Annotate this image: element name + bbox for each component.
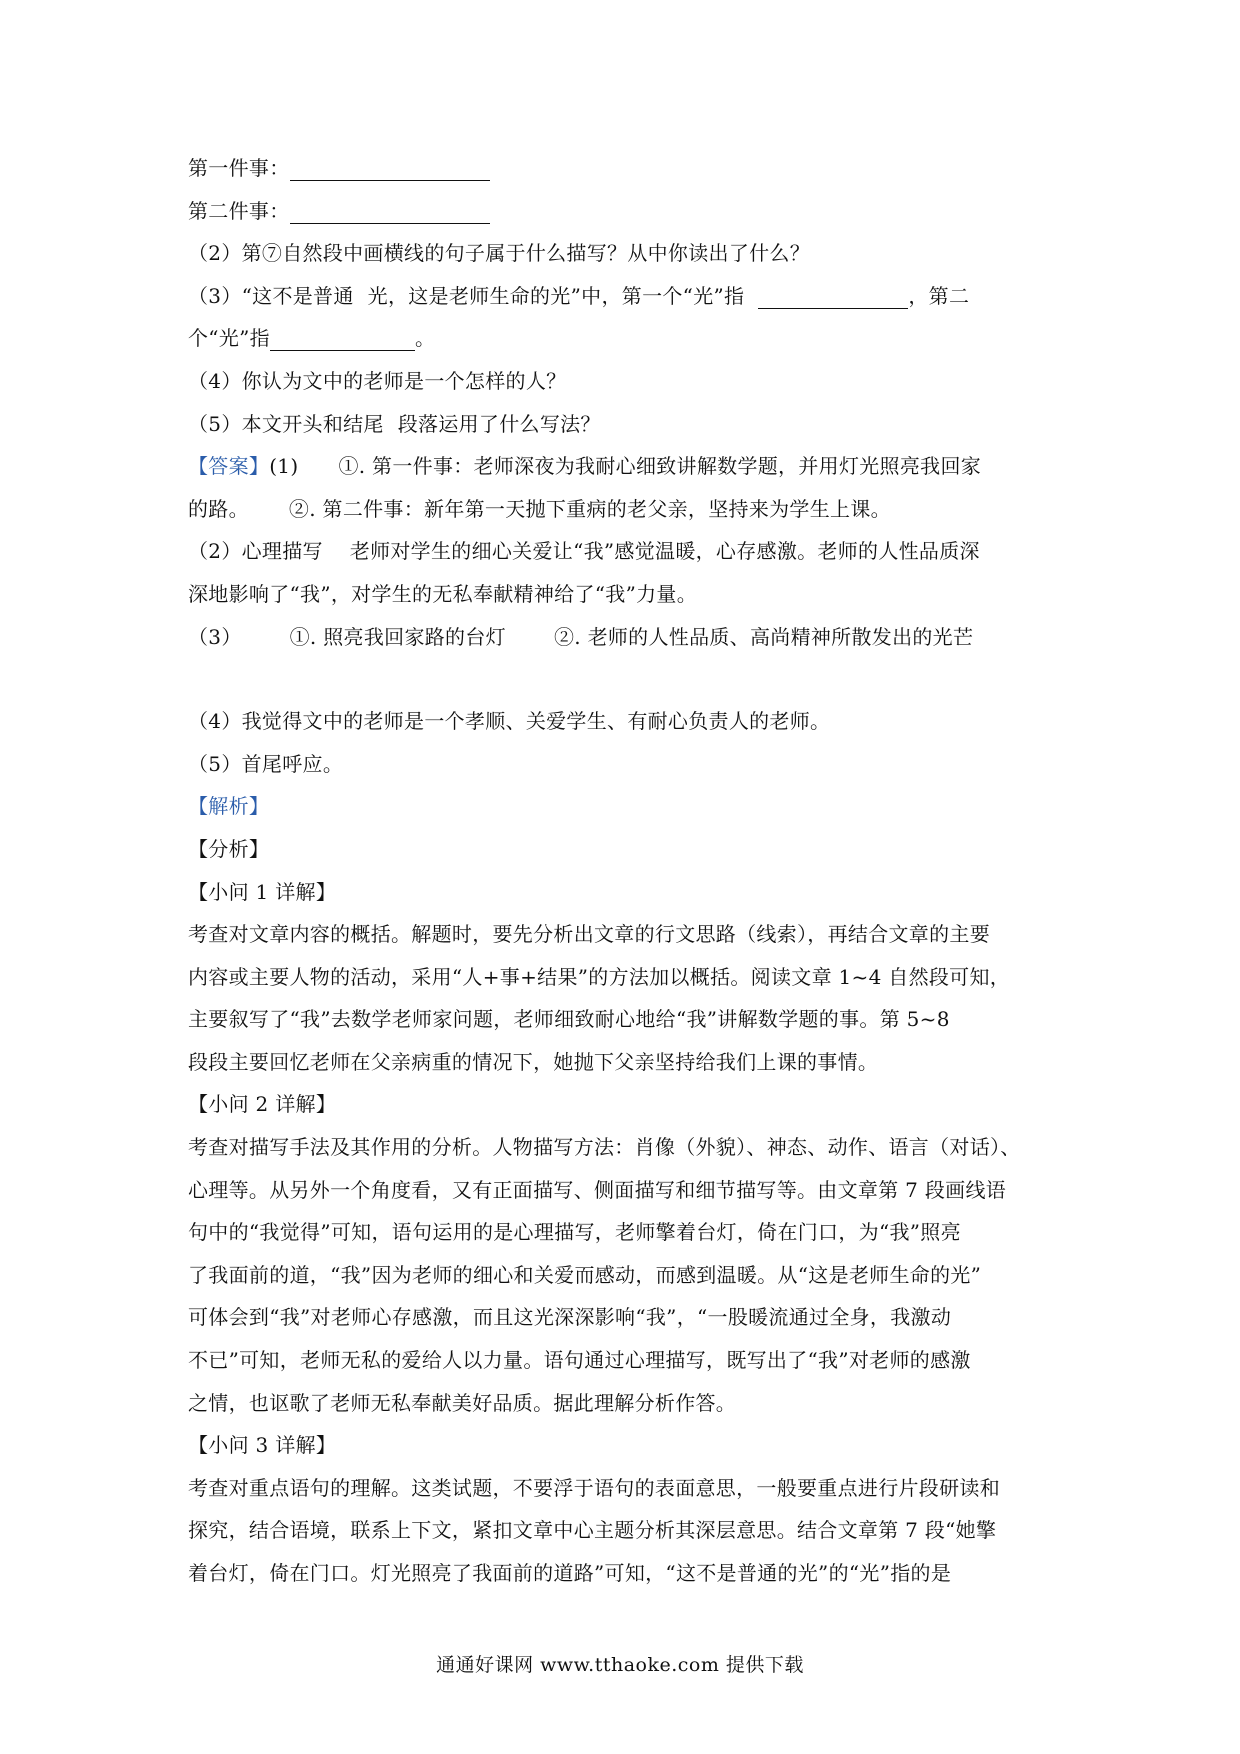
q3-line-2 bbox=[188, 317, 1060, 360]
answer-blank bbox=[290, 154, 490, 181]
paragraph-line: 考查对文章内容的概括。解题时，要先分析出文章的行文思路（线索），再结合文章的主要 bbox=[188, 922, 990, 947]
page-content bbox=[188, 147, 1060, 1595]
footer-text: 通通好课网 www.tthaoke.com 提供下载 bbox=[436, 1654, 804, 1676]
paragraph-line: 之情，也讴歌了老师无私奉献美好品质。据此理解分析作答。 bbox=[188, 1390, 737, 1415]
paragraph-line: 段段主要回忆老师在父亲病重的情况下，她抛下父亲坚持给我们上课的事情。 bbox=[188, 1049, 879, 1074]
q2-line: （2）第⑦自然段中画横线的句子属于什么描写？从中你读出了什么？ bbox=[188, 241, 811, 266]
q5-text: （5）本文开头和结尾 bbox=[188, 411, 384, 436]
paragraph-line: 主要叙写了“我”去数学老师家问题，老师细致耐心地给“我”讲解数学题的事。第 5~8 bbox=[188, 1007, 950, 1032]
q3-text: 光，这是老师生命的光”中，第一个“光”指 bbox=[367, 283, 745, 308]
answer-1-item-1: ①. 第一件事：老师深夜为我耐心细致讲解数学题，并用灯光照亮我回家 bbox=[338, 454, 982, 479]
answer-3-line bbox=[188, 616, 1060, 659]
answer-2-line-1: （2）心理描写 老师对学生的细心关爱让“我”感觉温暖，心存感激。老师的人性品质深 bbox=[188, 539, 980, 564]
answer-3-item-2: ②. 老师的人性品质、高尚精神所散发出的光芒 bbox=[553, 624, 974, 649]
q3-text: 个“光”指 bbox=[188, 326, 270, 351]
answer-1-text: 的路。 bbox=[188, 496, 249, 521]
paragraph-line: 了我面前的道，“我”因为老师的细心和关爱而感动，而感到温暖。从“这是老师生命的光” bbox=[188, 1262, 982, 1287]
q1-second-line bbox=[188, 190, 1060, 233]
paragraph-line: 可体会到“我”对老师心存感激，而且这光深深影响“我”，“一股暖流通过全身，我激动 bbox=[188, 1305, 952, 1330]
paragraph-line: 句中的“我觉得”可知，语句运用的是心理描写，老师擎着台灯，倚在门口，为“我”照亮 bbox=[188, 1220, 961, 1245]
paragraph-line: 探究，结合语境，联系上下文，紧扣文章中心主题分析其深层意思。结合文章第 7 段“她擎 bbox=[188, 1518, 997, 1543]
paragraph-line: 考查对描写手法及其作用的分析。人物描写方法：肖像（外貌）、神态、动作、语言（对话）、 bbox=[188, 1135, 1021, 1160]
q1-first-line bbox=[188, 147, 1060, 190]
q3-text: ，第二 bbox=[908, 283, 970, 308]
answer-3-item-1: ①. 照亮我回家路的台灯 bbox=[289, 624, 506, 649]
paragraph-line: 不已”可知，老师无私的爱给人以力量。语句通过心理描写，既写出了“我”对老师的感激 bbox=[188, 1348, 971, 1373]
answer-4-line: （4）我觉得文中的老师是一个孝顺、关爱学生、有耐心负责人的老师。 bbox=[188, 709, 831, 734]
answer-2-line-2: 深地影响了“我”，对学生的无私奉献精神给了“我”力量。 bbox=[188, 581, 697, 606]
paragraph-line: 心理等。从另外一个角度看，又有正面描写、侧面描写和细节描写等。由文章第 7 段画线语 bbox=[188, 1177, 1007, 1202]
q3-text: （3）“这不是普通 bbox=[188, 283, 354, 308]
q1-first-label: 第一件事： bbox=[188, 156, 290, 180]
q3-text: 。 bbox=[414, 326, 436, 351]
sub-question-3-body bbox=[188, 1467, 1060, 1595]
answer-1-number: (1) bbox=[269, 454, 299, 479]
analysis-tag: 【解析】 bbox=[188, 794, 270, 819]
sub-question-1-body bbox=[188, 913, 1060, 1083]
paragraph-line: 考查对重点语句的理解。这类试题，不要浮于语句的表面意思，一般要重点进行片段研读和 bbox=[188, 1475, 1000, 1500]
answer-line-1 bbox=[188, 445, 1060, 488]
answer-1-item-2: ②. 第二件事：新年第一天抛下重病的老父亲，坚持来为学生上课。 bbox=[288, 496, 891, 521]
sub-question-2-title: 【小问 2 详解】 bbox=[188, 1092, 337, 1117]
answer-3-number: （3） bbox=[188, 624, 242, 649]
sub-question-3-title: 【小问 3 详解】 bbox=[188, 1433, 337, 1458]
spacer bbox=[188, 658, 1060, 700]
analysis-heading: 【分析】 bbox=[188, 836, 270, 861]
sub-question-1-title: 【小问 1 详解】 bbox=[188, 879, 337, 904]
answer-5-line: （5）首尾呼应。 bbox=[188, 751, 344, 776]
answer-blank bbox=[758, 282, 908, 309]
q1-second-label: 第二件事： bbox=[188, 198, 290, 223]
paragraph-line: 着台灯，倚在门口。灯光照亮了我面前的道路”可知，“这不是普通的光”的“光”指的是 bbox=[188, 1561, 952, 1585]
answer-tag: 【答案】 bbox=[188, 454, 270, 479]
q5-line bbox=[188, 403, 1060, 446]
paragraph-line: 内容或主要人物的活动，采用“人+事+结果”的方法加以概括。阅读文章 1~4 自然段可知， bbox=[188, 964, 1011, 989]
sub-question-2-body bbox=[188, 1126, 1060, 1424]
q3-line-1 bbox=[188, 275, 1060, 318]
q5-text: 段落运用了什么写法？ bbox=[397, 411, 601, 436]
answer-blank bbox=[270, 324, 415, 351]
q4-line: （4）你认为文中的老师是一个怎样的人？ bbox=[188, 368, 567, 393]
answer-line-2 bbox=[188, 488, 1060, 531]
answer-blank bbox=[290, 197, 490, 224]
